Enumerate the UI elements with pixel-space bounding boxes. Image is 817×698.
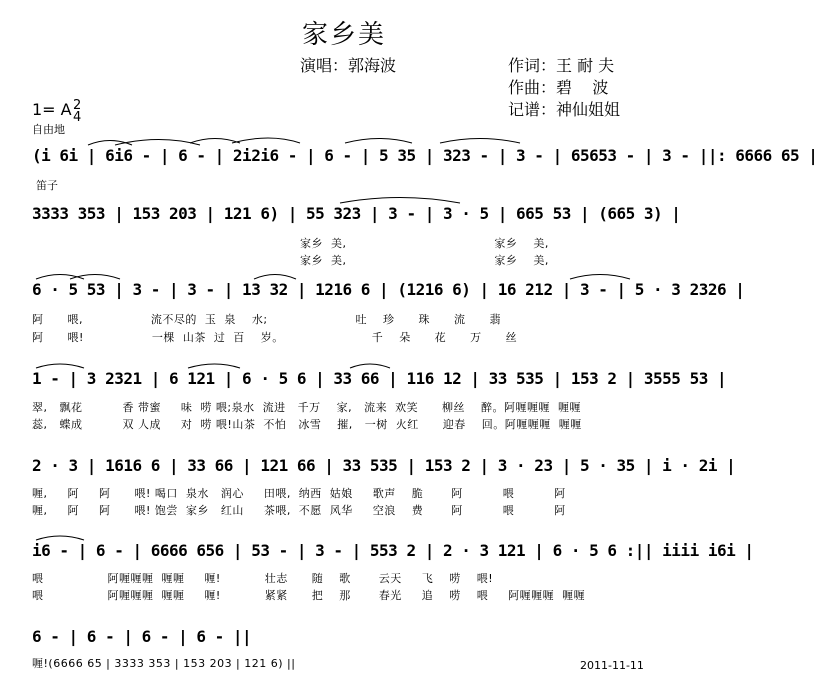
- singer-credit: 演唱：郭海波: [300, 56, 397, 75]
- notation-row-2: 3333 353 | 153 203 | 121 6) | 55 323 | 3 - | 3 · 5 | 665 53 | (665 3) |: [32, 204, 681, 223]
- composer-credit: 作曲：碧 波: [508, 78, 609, 97]
- transcription-date: 2011-11-11: [580, 659, 644, 672]
- lyric-row-4-verse-2: 蕊, 蝶成 双 人成 对 唠 喂!山茶 不怕 冰雪 摧, 一树 火红 迎春 回。阿喱喱喱 喱喱: [32, 418, 582, 431]
- lyric-row-5-verse-1: 喱, 阿 阿 喂! 喝口 泉水 润心 田喂, 纳西 姑娘 歌声 脆 阿 喂 阿: [32, 487, 566, 500]
- lyric-row-6-verse-1: 喂 阿喱喱喱 喱喱 喱! 壮志 随 歌 云天 飞 唠 喂!: [32, 572, 494, 585]
- notation-row-6: i6 - | 6 - | 6666 656 | 53 - | 3 - | 553 2 | 2 · 3 121 | 6 · 5 6 :|| iiii i6i |: [32, 541, 754, 560]
- notation-row-5: 2 · 3 | 1616 6 | 33 66 | 121 66 | 33 535 | 153 2 | 3 · 23 | 5 · 35 | i · 2i |: [32, 456, 736, 475]
- time-signature-bottom: 4: [73, 110, 82, 125]
- notation-row-4: 1 - | 3 2321 | 6 121 | 6 · 5 6 | 33 66 | 116 12 | 33 535 | 153 2 | 3555 53 |: [32, 369, 727, 388]
- key-signature: 1= A: [32, 100, 72, 119]
- lyricist-credit: 作词：王 耐 夫: [508, 56, 615, 75]
- time-signature-top: 2: [73, 98, 82, 113]
- instrument-label: 笛子: [36, 179, 58, 192]
- lyric-row-3-verse-1: 阿 喂, 流不尽的 玉 泉 水; 吐 珍 珠 流 翡: [32, 313, 501, 326]
- notation-row-1: (i 6i | 6i6 - | 6 - | 2i2i6 - | 6 - | 5 35 | 323 - | 3 - | 65653 - | 3 - ||: 6666 65 |: [32, 146, 817, 165]
- lyric-row-3-verse-2: 阿 喂! 一棵 山茶 过 百 岁。 千 朵 花 万 丝: [32, 331, 518, 344]
- lyric-row-6-verse-2: 喂 阿喱喱喱 喱喱 喱! 紧紧 把 那 春光 追 唠 喂 阿喱喱喱 喱喱: [32, 589, 586, 602]
- lyric-row-7-verse-1: 喱!(6666 65 | 3333 353 | 153 203 | 121 6) ||: [32, 657, 296, 670]
- tempo-marking: 自由地: [32, 123, 65, 136]
- lyric-row-4-verse-1: 翠, 飘花 香 带蜜 味 唠 喂;泉水 流进 千万 家, 流来 欢笑 柳丝 醉。阿喱喱喱 喱喱: [32, 401, 582, 414]
- notation-row-7: 6 - | 6 - | 6 - | 6 - ||: [32, 627, 252, 646]
- lyric-row-2-verse-2: 家乡 美, 家乡 美,: [300, 254, 549, 267]
- notation-row-3: 6 · 5 53 | 3 - | 3 - | 13 32 | 1216 6 | (1216 6) | 16 212 | 3 - | 5 · 3 2326 |: [32, 280, 745, 299]
- lyric-row-5-verse-2: 喱, 阿 阿 喂! 饱尝 家乡 红山 茶喂, 不愿 风华 空浪 费 阿 喂 阿: [32, 504, 566, 517]
- transcriber-credit: 记谱：神仙姐姐: [508, 100, 621, 119]
- lyric-row-2-verse-1: 家乡 美, 家乡 美,: [300, 237, 549, 250]
- song-title: 家乡美: [302, 20, 387, 50]
